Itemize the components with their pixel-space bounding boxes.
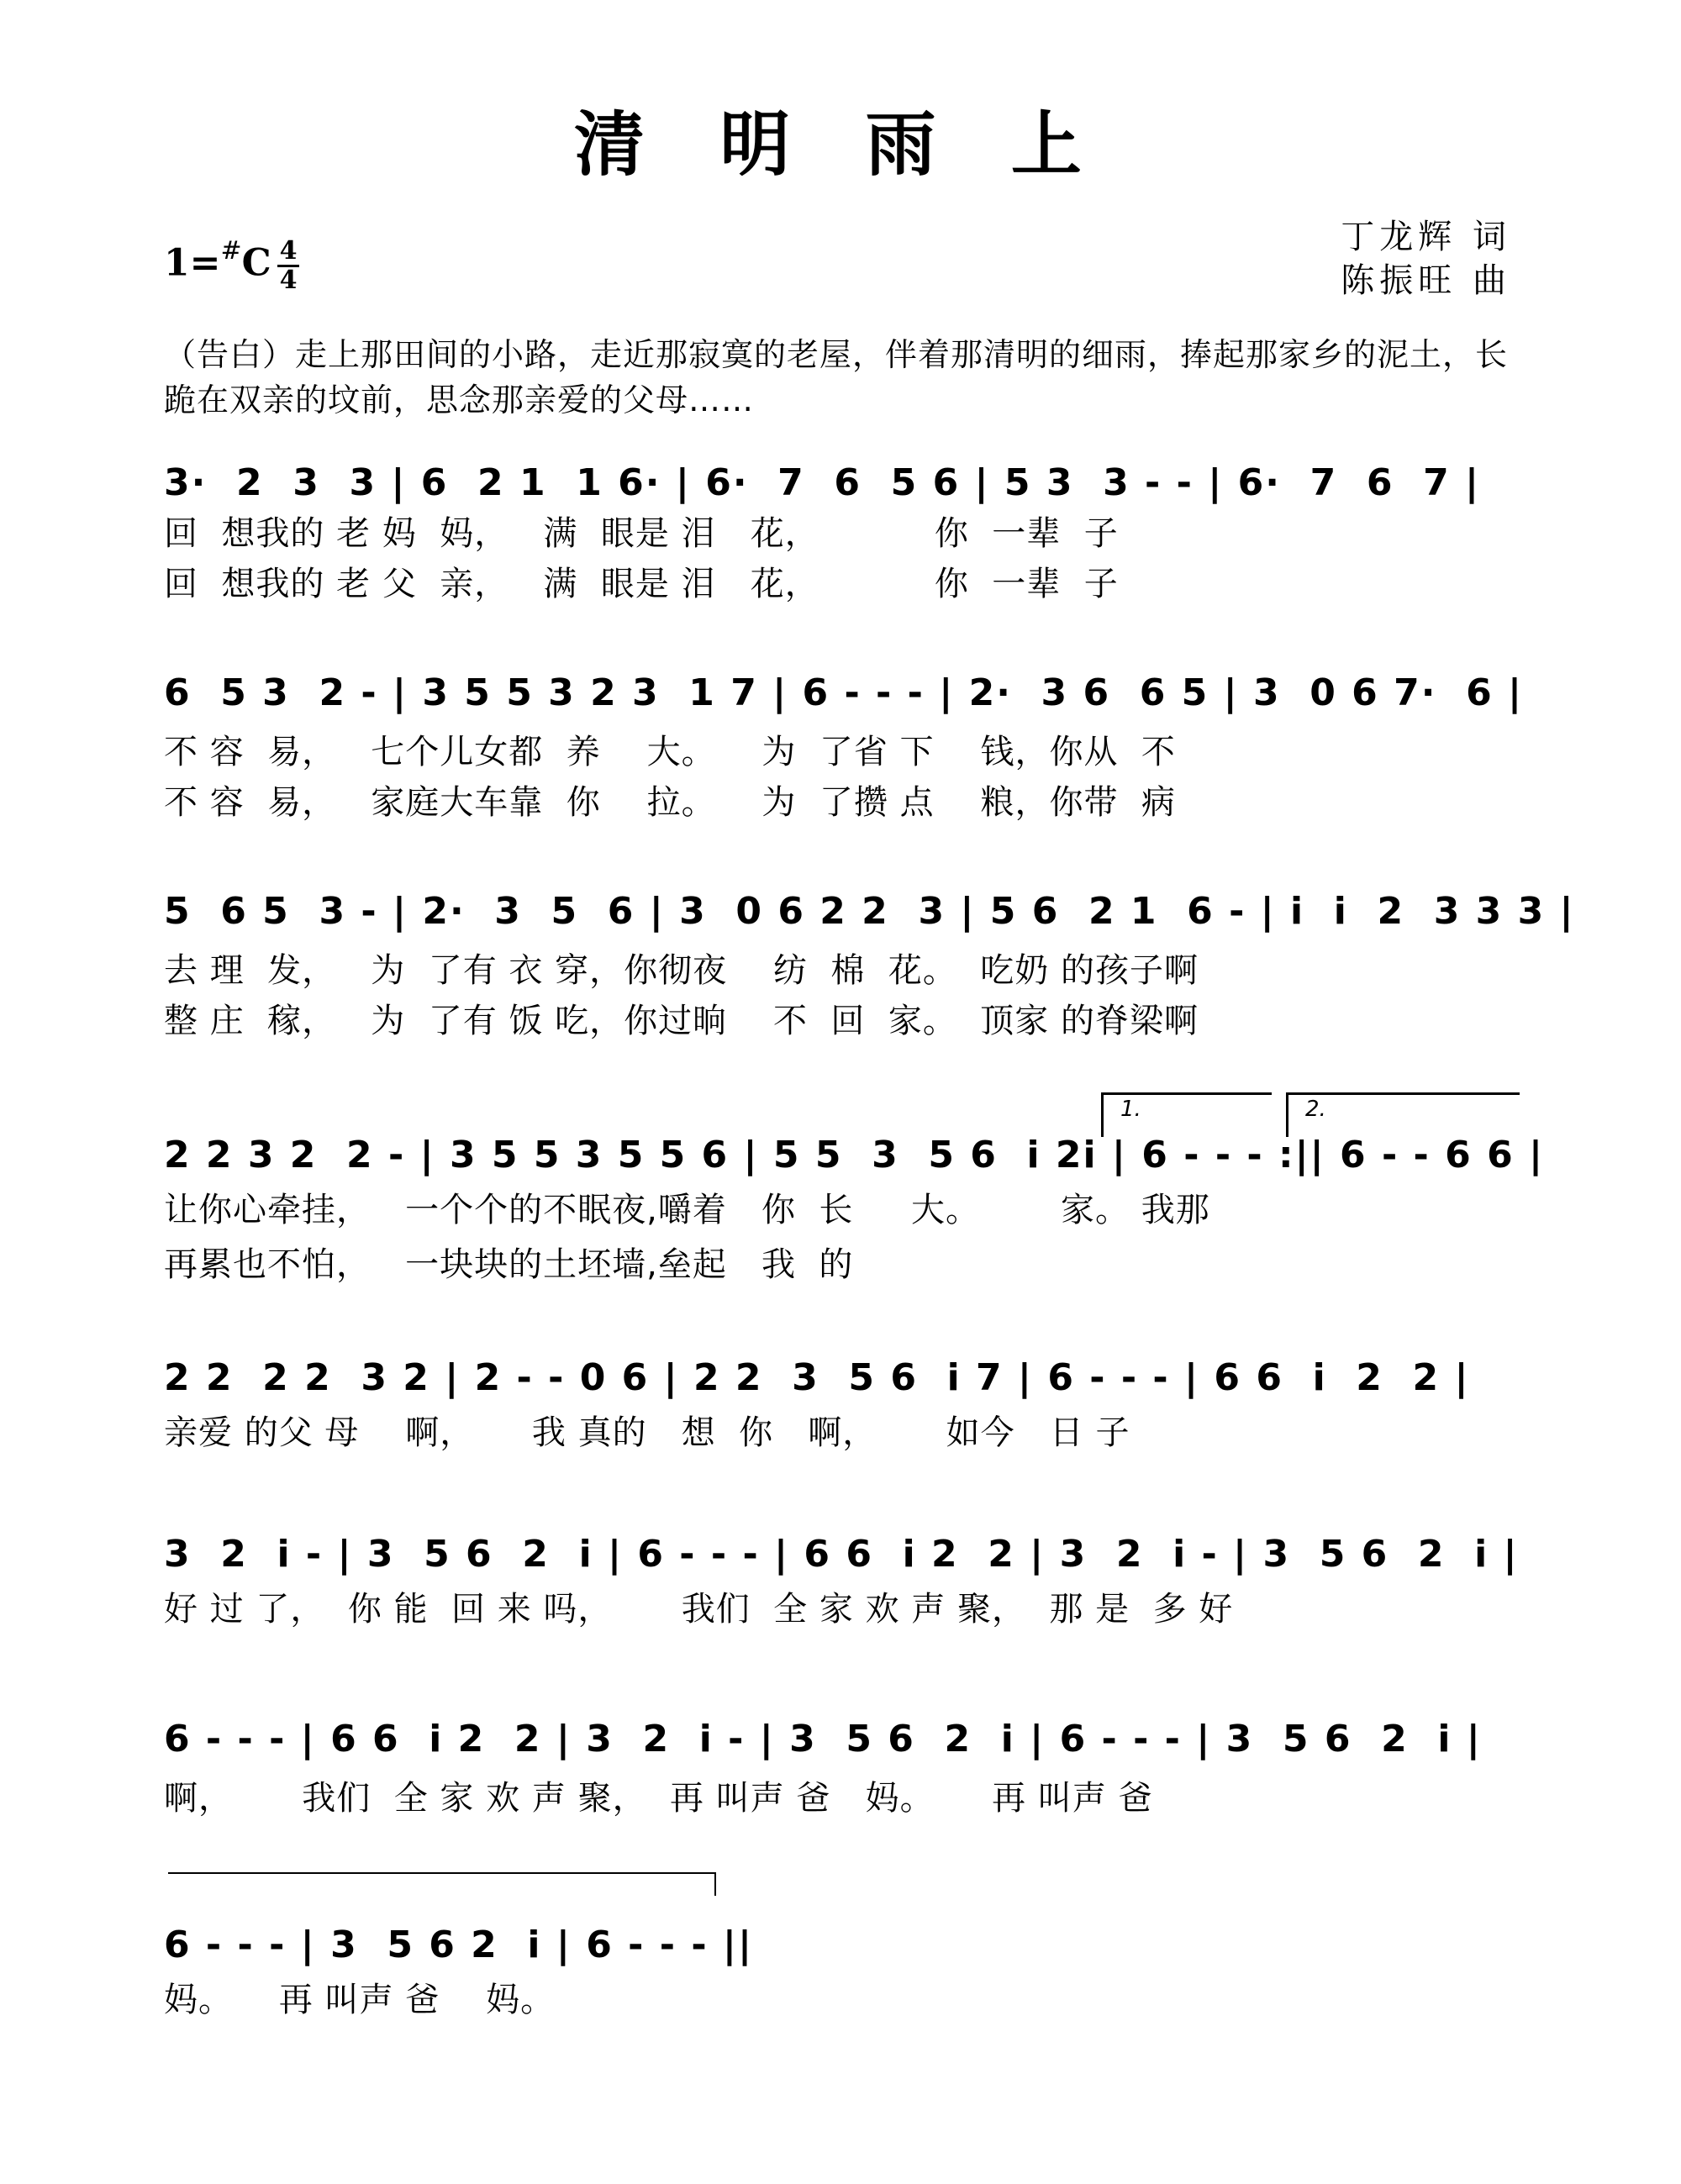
notation-line-8: 6 - - - | 3 5 6 2 i | 6 - - - || [164,1923,754,1966]
lyrics-line-2-verse-2: 不 容 易， 家庭大车靠 你 拉。 为 了攒 点 粮，你带 病 [164,783,1176,822]
lyrics-line-3-verse-2: 整 庄 稼， 为 了有 饭 吃，你过晌 不 回 家。 顶家 的脊梁啊 [164,1002,1199,1040]
sharp-sign: # [220,236,242,266]
notation-line-5: 2 2 2 2 3 2 | 2 - - 0 6 | 2 2 3 5 6 i 7 | 6 - - - | 6 6 i 2 2 | [164,1356,1470,1399]
lyrics-line-4-verse-1: 让你心牵挂， 一个个的不眠夜,嚼着 你 长 大。 家。 我那 [164,1191,1210,1229]
notation-line-1: 3· 2 3 3 | 6 2 1 1 6· | 6· 7 6 5 6 | 5 3 3 - - | 6· 7 6 7 | [164,461,1481,504]
lyrics-line-8: 妈。 再 叫声 爸 妈。 [164,1981,556,2019]
lyrics-line-1-verse-2: 回 想我的 老 父 亲， 满 眼是 泪 花， 你 一辈 子 [164,565,1119,603]
song-title: 清 明 雨 上 [574,103,1107,186]
meter-bottom: 4 [279,266,298,295]
notation-line-3: 5 6 5 3 - | 2· 3 5 6 | 3 0 6 2 2 3 | 5 6 2 1 6 - | i i 2 3 3 3 | [164,890,1575,933]
key-label: 1= [164,241,221,285]
second-ending-label: 2. [1305,1097,1326,1122]
lyrics-line-2-verse-1: 不 容 易， 七个儿女都 养 大。 为 了省 下 钱，你从 不 [164,733,1176,771]
meter-top: 4 [279,236,298,266]
notation-line-6: 3 2 i - | 3 5 6 2 i | 6 - - - | 6 6 i 2 2 | 3 2 i - | 3 5 6 2 i | [164,1533,1519,1576]
time-signature [277,238,299,294]
key-signature [164,236,271,285]
lyricist-credit: 丁龙辉 词 [1341,218,1511,256]
lyrics-line-4-verse-2: 再累也不怕， 一块块的土坯墙,垒起 我 的 [164,1245,854,1284]
intro-narration: （告白）走上那田间的小路，走近那寂寞的老屋，伴着那清明的细雨，捧起那家乡的泥土，长跪在双亲的坟前，思念那亲爱的父母…… [164,336,1509,418]
first-ending-label: 1. [1120,1097,1141,1122]
lyrics-line-1-verse-1: 回 想我的 老 妈 妈， 满 眼是 泪 花， 你 一辈 子 [164,514,1119,553]
lyrics-line-7: 啊， 我们 全 家 欢 声 聚， 再 叫声 爸 妈。 再 叫声 爸 [164,1779,1153,1818]
notation-line-4: 2 2 3 2 2 - | 3 5 5 3 5 5 6 | 5 5 3 5 6 i 2i | 6 - - - :|| 6 - - 6 6 | [164,1134,1545,1176]
notation-line-2: 6 5 3 2 - | 3 5 5 3 2 3 1 7 | 6 - - - | 2· 3 6 6 5 | 3 0 6 7· 6 | [164,671,1524,714]
notation-line-7: 6 - - - | 6 6 i 2 2 | 3 2 i - | 3 5 6 2 i | 6 - - - | 3 5 6 2 i | [164,1718,1482,1760]
key-tonic: C [241,241,271,285]
coda-bracket [168,1872,716,1896]
lyrics-line-5: 亲爱 的父 母 啊， 我 真的 想 你 啊， 如今 日 子 [164,1413,1130,1452]
composer-credit: 陈振旺 曲 [1341,261,1511,300]
lyrics-line-6: 好 过 了， 你 能 回 来 吗， 我们 全 家 欢 声 聚， 那 是 多 好 [164,1590,1234,1629]
lyrics-line-3-verse-1: 去 理 发， 为 了有 衣 穿，你彻夜 纺 棉 花。 吃奶 的孩子啊 [164,951,1199,990]
